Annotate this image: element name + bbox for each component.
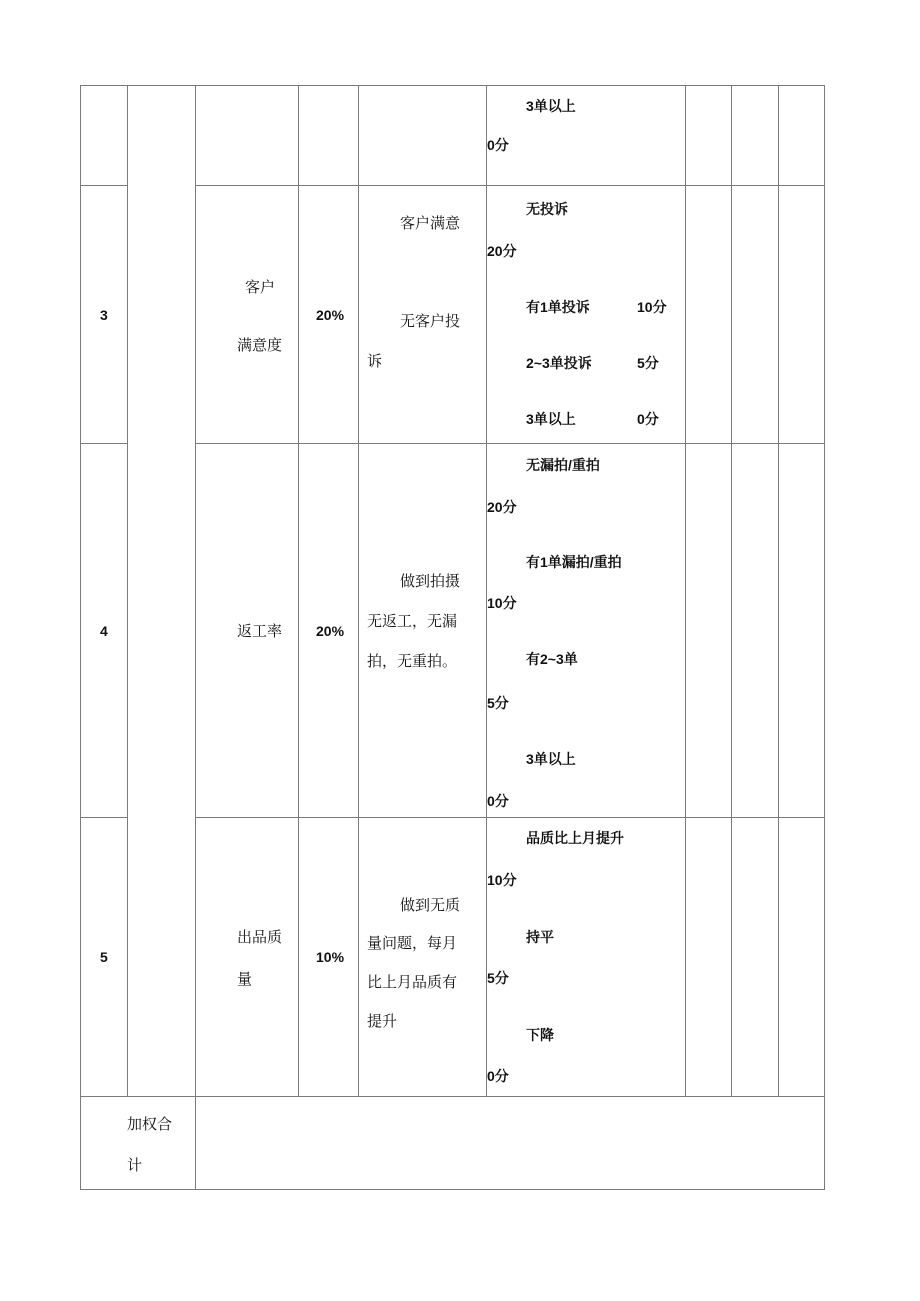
item-name: 出品质 [237, 928, 283, 946]
criteria-text: 无投诉 [526, 201, 568, 217]
criteria-text: 持平 [526, 929, 554, 945]
standard-text: 做到拍摄 [400, 572, 461, 590]
criteria-text: 有2~3单 [526, 651, 578, 667]
criteria-score: 0分 [637, 411, 659, 427]
row-number: 5 [100, 949, 108, 965]
criteria-score: 20分 [487, 243, 517, 259]
standard-text: 量问题，每月 [367, 934, 458, 952]
standard-text: 诉 [367, 352, 383, 370]
criteria-score: 10分 [487, 872, 517, 888]
grid-line [824, 85, 825, 1190]
criteria-score: 5分 [637, 355, 659, 371]
grid-line [778, 85, 779, 1097]
grid-line [80, 185, 128, 186]
item-name: 量 [237, 970, 253, 988]
criteria-score: 20分 [487, 499, 517, 515]
criteria-score: 0分 [487, 793, 509, 809]
criteria-text: 有1单投诉 [526, 299, 590, 315]
standard-text: 做到无质 [400, 896, 461, 914]
row-number: 4 [100, 623, 108, 639]
standard-text: 拍，无重拍。 [367, 652, 458, 670]
grid-line [298, 85, 299, 1097]
total-label: 加权合 [127, 1115, 173, 1133]
criteria-text: 无漏拍/重拍 [526, 457, 600, 473]
criteria-text: 品质比上月提升 [526, 830, 624, 846]
criteria-text: 有1单漏拍/重拍 [526, 554, 622, 570]
criteria-text: 3单以上 [526, 98, 576, 114]
grid-line [80, 817, 128, 818]
item-name: 满意度 [237, 336, 283, 354]
weight: 20% [316, 623, 345, 639]
grid-line [195, 85, 196, 1190]
weight: 20% [316, 307, 345, 323]
criteria-score: 5分 [487, 970, 509, 986]
standard-text: 比上月品质有 [367, 973, 458, 991]
criteria-text: 下降 [526, 1027, 554, 1043]
standard-text: 无返工，无漏 [367, 612, 458, 630]
criteria-text: 2~3单投诉 [526, 355, 592, 371]
item-name: 客户 [245, 278, 276, 296]
standard-text: 客户满意 [400, 214, 461, 232]
item-name: 返工率 [237, 622, 283, 640]
criteria-score: 5分 [487, 695, 509, 711]
criteria-score: 10分 [637, 299, 667, 315]
grid-line [731, 85, 732, 1097]
criteria-text: 3单以上 [526, 751, 576, 767]
grid-line [358, 85, 359, 1097]
grid-line [685, 85, 686, 1097]
weight: 10% [316, 949, 345, 965]
grid-line [80, 85, 81, 1190]
grid-line [80, 1189, 825, 1190]
criteria-text: 3单以上 [526, 411, 576, 427]
criteria-score: 10分 [487, 595, 517, 611]
total-label: 计 [127, 1156, 143, 1174]
standard-text: 无客户投 [400, 312, 461, 330]
grid-line [80, 1096, 825, 1097]
standard-text: 提升 [367, 1012, 398, 1030]
grid-line [127, 85, 128, 1097]
grid-line [486, 85, 487, 1097]
criteria-score: 0分 [487, 137, 509, 153]
row-number: 3 [100, 307, 108, 323]
grid-line [80, 85, 825, 86]
grid-line [80, 443, 128, 444]
criteria-score: 0分 [487, 1068, 509, 1084]
